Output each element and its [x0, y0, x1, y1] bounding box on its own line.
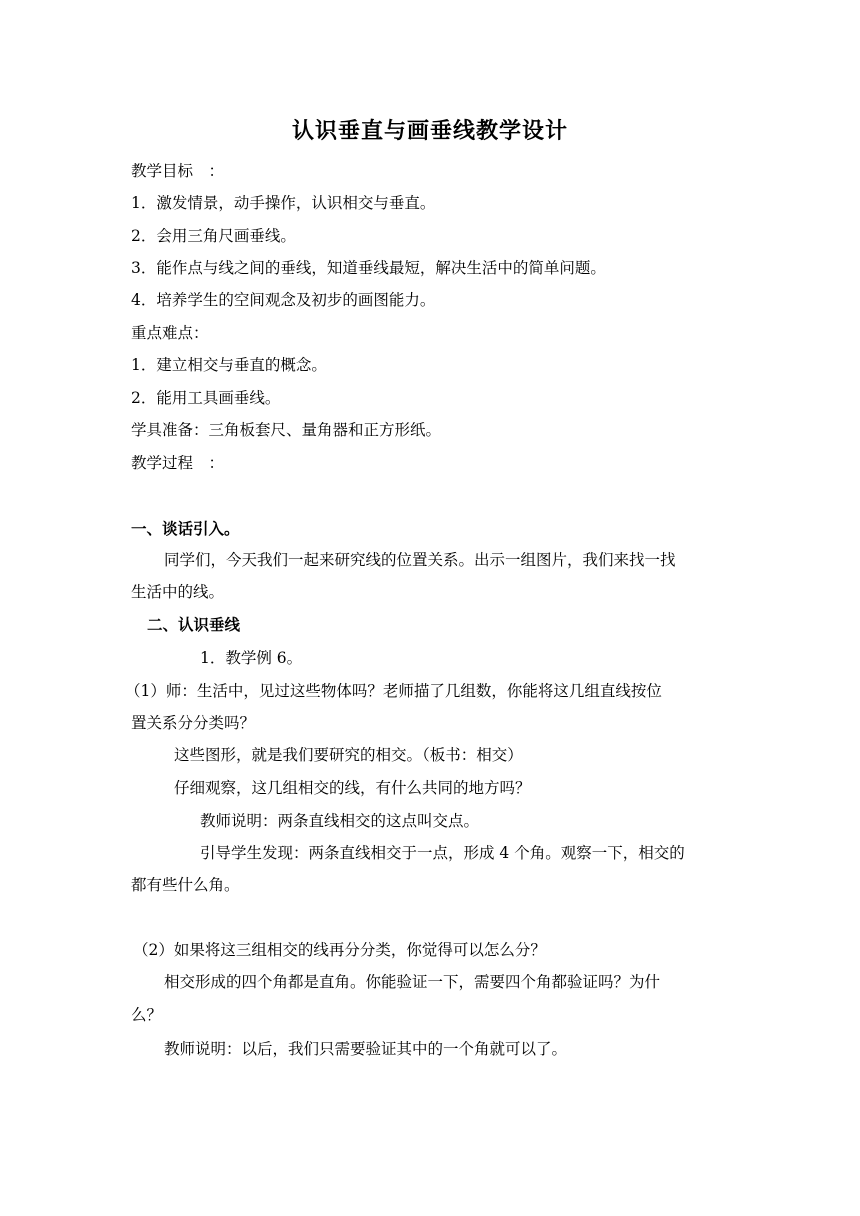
goal-item-4: 4．培养学生的空间观念及初步的画图能力。: [131, 291, 436, 309]
goals-heading: 教学目标 ：: [131, 162, 225, 180]
section1-paragraph-line2: 生活中的线。: [131, 583, 225, 601]
paragraph-intersect: 这些图形，就是我们要研究的相交。（板书：相交）: [174, 746, 523, 764]
document-title: 认识垂直与画垂线教学设计: [291, 119, 568, 144]
process-heading: 教学过程 ：: [131, 454, 225, 472]
question1-line2: 置关系分分类吗？: [131, 714, 256, 732]
key-point-2: 2．能用工具画垂线。: [131, 389, 281, 407]
section2-heading: 二、认识垂线: [147, 616, 241, 634]
paragraph-guide-line2: 都有些什么角。: [131, 876, 240, 894]
question1-line1: （1）师：生活中，见过这些物体吗？老师描了几组数，你能将这几组直线按位: [125, 682, 662, 700]
section1-heading: 一、谈话引入。: [131, 520, 240, 538]
key-points-heading: 重点难点：: [131, 324, 209, 342]
materials: 学具准备：三角板套尺、量角器和正方形纸。: [131, 421, 442, 439]
goal-item-2: 2．会用三角尺画垂线。: [131, 227, 296, 245]
paragraph-explain-point: 教师说明：两条直线相交的这点叫交点。: [200, 812, 480, 830]
paragraph-guide-line1: 引导学生发现：两条直线相交于一点，形成 4 个角。观察一下，相交的: [200, 844, 685, 862]
key-point-1: 1．建立相交与垂直的概念。: [131, 356, 327, 374]
paragraph-right-angle-line1: 相交形成的四个角都是直角。你能验证一下，需要四个角都验证吗？为什: [164, 973, 661, 991]
paragraph-observe: 仔细观察，这几组相交的线，有什么共同的地方吗？: [174, 779, 531, 797]
goal-item-1: 1．激发情景，动手操作，认识相交与垂直。: [131, 194, 436, 212]
paragraph-right-angle-line2: 么？: [131, 1006, 163, 1024]
paragraph-explain-verify: 教师说明：以后，我们只需要验证其中的一个角就可以了。: [164, 1040, 568, 1058]
section1-paragraph-line1: 同学们，今天我们一起来研究线的位置关系。出示一组图片，我们来找一找: [164, 551, 676, 569]
example-label: 1．教学例 6。: [200, 649, 303, 667]
goal-item-3: 3．能作点与线之间的垂线，知道垂线最短，解决生活中的简单问题。: [131, 259, 606, 277]
question2: （2）如果将这三组相交的线再分分类，你觉得可以怎么分？: [133, 941, 546, 959]
